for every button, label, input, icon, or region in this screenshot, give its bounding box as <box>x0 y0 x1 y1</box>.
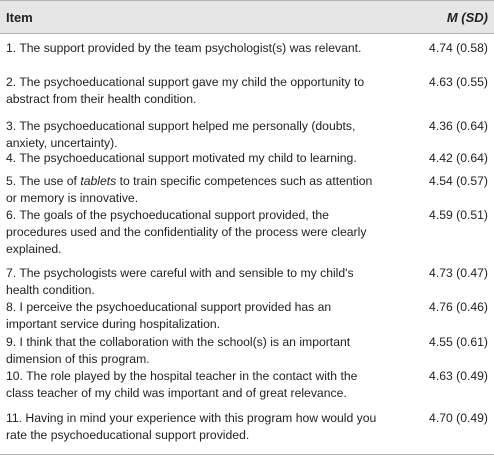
item-cell <box>6 150 406 167</box>
item-cell <box>6 334 406 368</box>
item-cell <box>6 368 406 402</box>
item-text-post: to train specific competences such as attention <box>116 174 373 188</box>
item-text: 10. The role played by the hospital teacher in the contact with the <box>6 369 358 383</box>
bottom-rule <box>0 454 494 455</box>
item-text: 2. The psychoeducational support gave my child the opportunity to <box>6 75 365 89</box>
value-cell: 4.55 (0.61) <box>429 335 488 349</box>
value-cell: 4.54 (0.57) <box>429 174 488 188</box>
item-text: explained. <box>6 242 62 256</box>
item-cell <box>6 299 406 333</box>
item-text: dimension of this program. <box>6 352 150 366</box>
column-header-item: Item <box>6 10 33 25</box>
table-header <box>0 0 494 34</box>
value-cell: 4.63 (0.55) <box>429 75 488 89</box>
item-text: 9. I think that the collaboration with the school(s) is an important <box>6 335 351 349</box>
item-text: 11. Having in mind your experience with this program how would you <box>6 411 377 425</box>
item-cell <box>6 207 406 258</box>
item-text: procedures used and the confidentiality of the process were clearly <box>6 225 367 239</box>
item-cell <box>6 118 406 152</box>
value-cell: 4.74 (0.58) <box>429 41 488 55</box>
value-cell: 4.59 (0.51) <box>429 208 488 222</box>
value-cell: 4.42 (0.64) <box>429 151 488 165</box>
value-cell: 4.36 (0.64) <box>429 119 488 133</box>
item-text: important service during hospitalization. <box>6 317 221 331</box>
item-text-pre: 5. The use of <box>6 174 81 188</box>
item-cell <box>6 265 406 299</box>
value-cell: 4.63 (0.49) <box>429 369 488 383</box>
item-text: 3. The psychoeducational support helped me personally (doubts, <box>6 119 356 133</box>
item-text: class teacher of my child was important and of great relevance. <box>6 386 347 400</box>
item-text: rate the psychoeducational support provided. <box>6 428 250 442</box>
item-cell <box>6 40 406 57</box>
item-text-first-line <box>6 173 406 190</box>
item-text: or memory is innovative. <box>6 191 139 205</box>
item-text: health condition. <box>6 283 95 297</box>
value-cell: 4.70 (0.49) <box>429 411 488 425</box>
item-text: 4. The psychoeducational support motivated my child to learning. <box>6 151 357 165</box>
item-text-emphasis: tablets <box>80 174 117 188</box>
item-cell <box>6 74 406 108</box>
item-text: 8. I perceive the psychoeducational support provided has an <box>6 300 332 314</box>
item-cell <box>6 410 406 444</box>
item-text: 6. The goals of the psychoeducational support provided, the <box>6 208 329 222</box>
column-header-msd: M (SD) <box>446 10 488 25</box>
item-text: 7. The psychologists were careful with and sensible to my child's <box>6 266 354 280</box>
item-text: 1. The support provided by the team psychologist(s) was relevant. <box>6 41 362 55</box>
item-text: anxiety, uncertainty). <box>6 136 118 150</box>
item-text: abstract from their health condition. <box>6 92 197 106</box>
value-cell: 4.73 (0.47) <box>429 266 488 280</box>
item-cell <box>6 173 406 207</box>
value-cell: 4.76 (0.46) <box>429 300 488 314</box>
